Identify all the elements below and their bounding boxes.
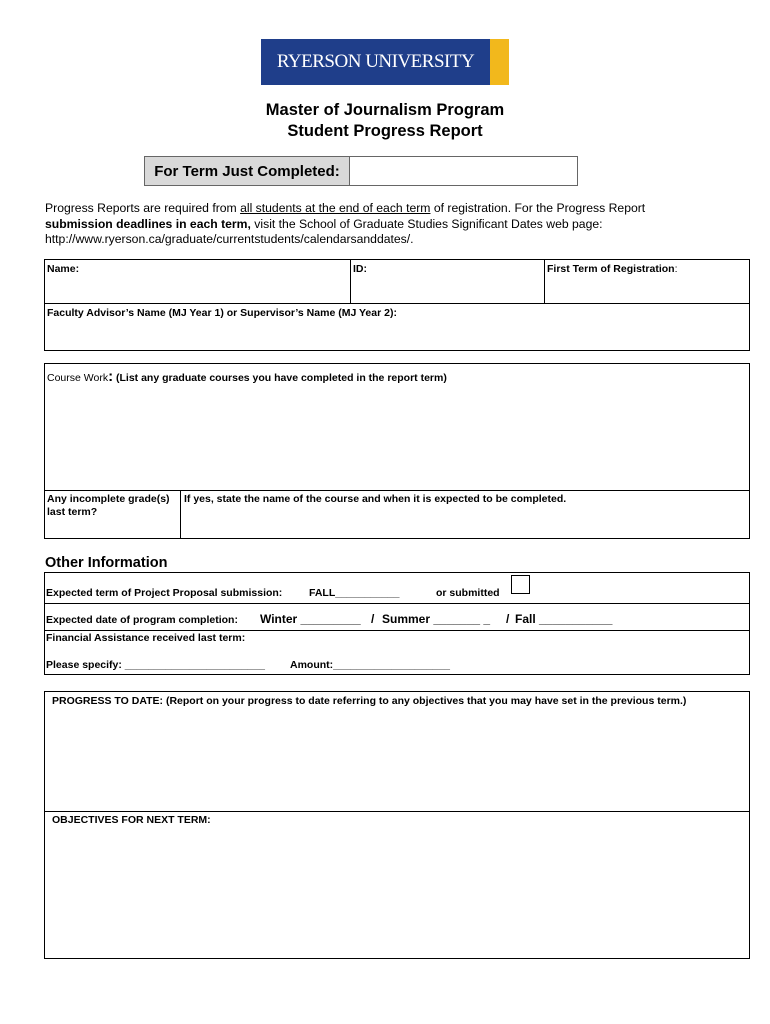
advisor-field[interactable]: Faculty Advisor’s Name (MJ Year 1) or Supervisor’s Name (MJ Year 2): — [47, 307, 397, 319]
first-term-field[interactable] — [547, 263, 678, 275]
intro-comma: , — [247, 216, 251, 231]
incomplete-line-2: last term? — [47, 506, 98, 518]
completion-sep-1: / — [371, 612, 375, 626]
objectives-next-term-field[interactable]: OBJECTIVES FOR NEXT TERM: — [52, 814, 211, 826]
course-work-field[interactable] — [47, 368, 447, 385]
progress-objectives-table — [44, 691, 750, 959]
divider — [45, 811, 749, 812]
first-term-colon: : — [674, 263, 678, 275]
financial-assistance-label: Financial Assistance received last term: — [46, 632, 246, 644]
divider — [45, 303, 749, 304]
id-field[interactable]: ID: — [353, 263, 367, 275]
completion-separator — [371, 612, 374, 626]
document-title: Master of Journalism Program — [265, 101, 505, 119]
term-completed-label: For Term Just Completed: — [144, 156, 350, 186]
logo-text: RYERSON UNIVERSITY — [276, 51, 475, 72]
intro-text: of registration. For the Progress Report — [430, 201, 646, 215]
incomplete-line-1: Any incomplete grade(s) — [47, 493, 170, 505]
completion-label: Expected date of program completion: — [46, 614, 238, 626]
completion-fall-text: Fall ___________ — [515, 612, 613, 626]
please-specify-field[interactable]: Please specify: ________________________ — [46, 659, 265, 671]
divider — [544, 260, 545, 303]
logo-gold-bar — [490, 39, 509, 85]
other-information-heading: Other Information — [45, 555, 168, 571]
intro-text: Progress Reports are required from — [45, 201, 241, 215]
proposal-submitted-label: or submitted — [436, 587, 500, 599]
completion-separator — [506, 612, 509, 626]
ryerson-logo — [261, 39, 509, 85]
completion-fall-field[interactable] — [515, 612, 612, 626]
completion-summer-text: Summer _______ _ — [382, 612, 491, 626]
completion-winter-text: Winter _________ — [260, 612, 361, 626]
incomplete-grades-question — [47, 493, 170, 519]
divider — [350, 260, 351, 303]
intro-emphasis: all students at the end of each term — [240, 201, 431, 215]
completion-sep-2: / — [506, 612, 510, 626]
course-work-table — [44, 363, 750, 539]
proposal-submitted-checkbox[interactable] — [511, 575, 530, 594]
divider — [180, 490, 181, 538]
name-field[interactable]: Name: — [47, 263, 80, 275]
personal-info-table — [44, 259, 750, 351]
completion-winter-field[interactable] — [260, 612, 361, 626]
amount-field[interactable]: Amount:____________________ — [290, 659, 450, 671]
proposal-fall-field[interactable]: FALL___________ — [309, 587, 400, 599]
term-completed-field[interactable] — [350, 156, 578, 186]
intro-text: visit the School of Graduate Studies Significant Dates web page: — [250, 216, 603, 231]
completion-summer-field[interactable] — [382, 612, 490, 626]
course-work-label: Course Work — [47, 372, 109, 384]
intro-paragraph — [45, 201, 735, 248]
intro-url[interactable]: http://www.ryerson.ca/graduate/currentstudents/calendarsanddates/. — [45, 232, 414, 246]
intro-deadlines: submission deadlines in each term — [45, 216, 248, 231]
progress-to-date-field[interactable]: PROGRESS TO DATE: (Report on your progress to date referring to any objectives that you may have set in the previous term.) — [52, 695, 687, 707]
document-subtitle: Student Progress Report — [287, 122, 483, 140]
incomplete-detail-field[interactable]: If yes, state the name of the course and when it is expected to be completed. — [184, 493, 567, 505]
divider — [45, 630, 749, 631]
proposal-label: Expected term of Project Proposal submission: — [46, 587, 283, 599]
divider — [45, 603, 749, 604]
course-work-hint: (List any graduate courses you have completed in the report term) — [113, 372, 447, 384]
divider — [45, 490, 749, 491]
course-work-colon: : — [108, 368, 114, 385]
first-term-label: First Term of Registration — [547, 263, 675, 275]
